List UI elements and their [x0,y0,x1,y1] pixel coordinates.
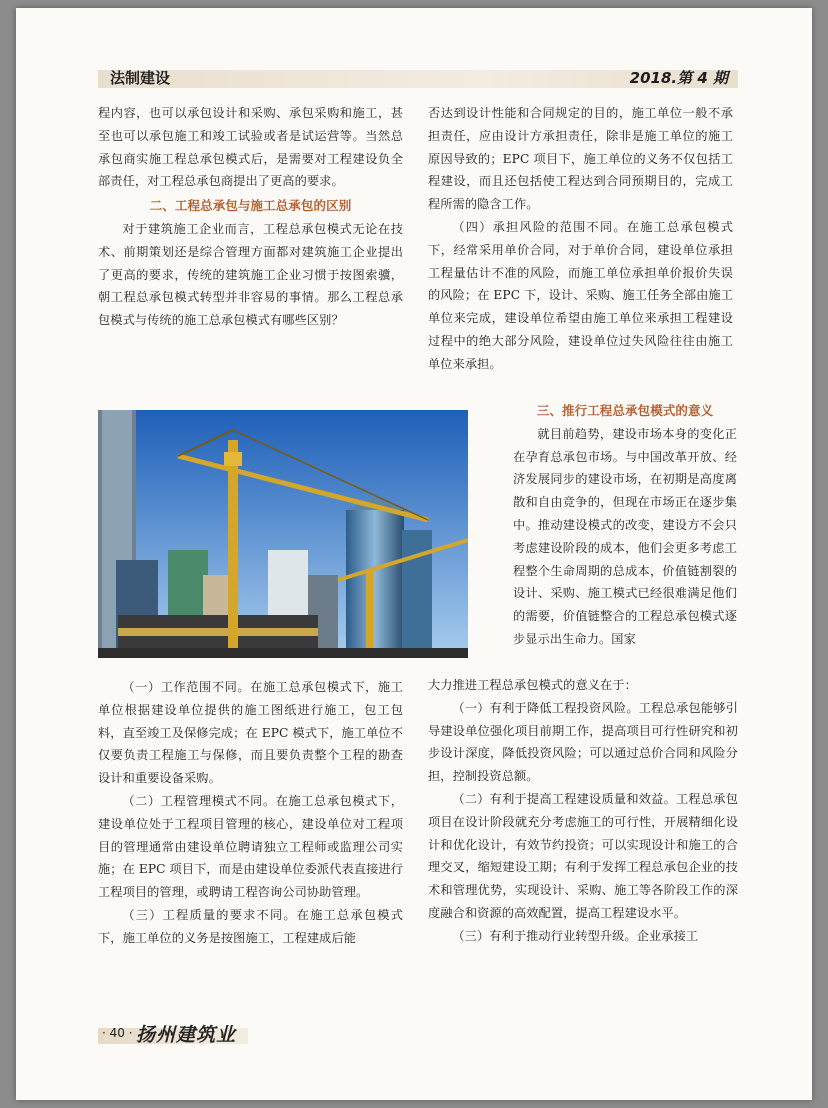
section-heading-3: 三、推行工程总承包模式的意义 [536,403,714,418]
construction-photo [98,410,468,658]
paragraph: 大力推进工程总承包模式的意义在于： [428,678,637,692]
paragraph: 对于建筑施工企业而言，工程总承包模式无论在技术、前期策划还是综合管理方面都对建筑施工企业提出了更高的要求，传统的建筑施工企业习惯于按图索骥，朝工程总承包模式转型并非容易的事情。那么工程总承包模式与传统的施工总承包模式有哪些区别？ [98,221,403,328]
magazine-logo: 扬州建筑业 [136,1024,237,1046]
right-column-top [428,102,733,376]
paragraph: 就目前趋势，建设市场本身的变化正在孕育总承包市场。与中国改革开放、经济发展同步的建设市场，在初期是高度离散和自由竞争的，但现在市场正在逐步集中。推动建设模式的改变，建设方不会只考虑建设阶段的成本，他们会更多考虑工程整个生命周期的总成本，价值链割裂的设计、采购、施工模式已经很难满足他们的需要，价值链整合的工程总承包模式逐步显示出生命力。国家 [513,426,737,646]
section-title: 法制建设 [110,69,171,87]
paragraph: （二）工程管理模式不同。在施工总承包模式下，建设单位处于工程项目管理的核心，建设单位对工程项目的管理通常由建设单位聘请独立工程师或监理公司实施；在 EPC 项目下，而是由建设单位委派代表直接进行工程项目的管理，或聘请工程咨询公司协助管理。 [98,793,403,900]
page-number: · 40 · [102,1026,133,1040]
paragraph: （一）有利于降低工程投资风险。工程总承包能够引导建设单位强化项目前期工作，提高项目可行性研究和初步设计深度，降低投资风险；可以通过总价合同和风险分担，控制投资总额。 [428,700,738,784]
paragraph: 程内容，也可以承包设计和采购、承包采购和施工，甚至也可以承包施工和竣工试验或者是试运营等。当然总承包商实施工程总承包模式后，是需要对工程建设负全部责任，对工程总承包商提出了更高的要求。 [98,106,403,189]
left-column-top [98,102,403,332]
right-column-beside-photo [513,400,737,651]
paragraph: （三）有利于推动行业转型升级。企业承接工 [452,928,699,943]
section-heading-2: 二、工程总承包与施工总承包的区别 [149,198,352,214]
page-footer [98,1024,248,1046]
right-column-bottom [428,674,738,948]
left-column-bottom [98,676,403,950]
paragraph: （一）工作范围不同。在施工总承包模式下，施工单位根据建设单位提供的施工图纸进行施工，包工包料，直至竣工及保修完成；在 EPC 模式下，施工单位不仅要负责工程施工与保修，而且要负责整个工程的勘查设计和重要设备采购。 [98,680,403,786]
paragraph: （四）承担风险的范围不同。在施工总承包模式下，经常采用单价合同，对于单价合同，建设单位承担工程量估计不准的风险，而施工单位承担单价报价失误的风险；在 EPC 下，设计、采购、施工任务全部由施工单位来完成，建设单位希望由施工单位来承担工程建设过程中的绝大部分风险，建设单位过失风险往往由施工单位来承担。 [428,219,733,371]
issue-label: 2018.第 4 期 [629,69,728,87]
paragraph: （二）有利于提高工程建设质量和效益。工程总承包项目在设计阶段就充分考虑施工的可行性，开展精细化设计和优化设计，有效节约投资；可以实现设计和施工的合理交叉，缩短建设工期；有利于发挥工程总承包企业的技术和管理优势，实现设计、采购、施工等各阶段工作的深度融合和资源的高效配置，提高工程建设水平。 [428,791,738,920]
paragraph: （三）工程质量的要求不同。在施工总承包模式下，施工单位的义务是按图施工，工程建成后能 [98,907,403,945]
page-header [98,70,738,88]
paragraph: 否达到设计性能和合同规定的目的，施工单位一般不承担责任，应由设计方承担责任，除非是施工单位的施工原因导致的；EPC 项目下，施工单位的义务不仅包括工程建设，而且还包括使工程达到合同预期目的，完成工程所需的隐含工作。 [428,106,733,212]
